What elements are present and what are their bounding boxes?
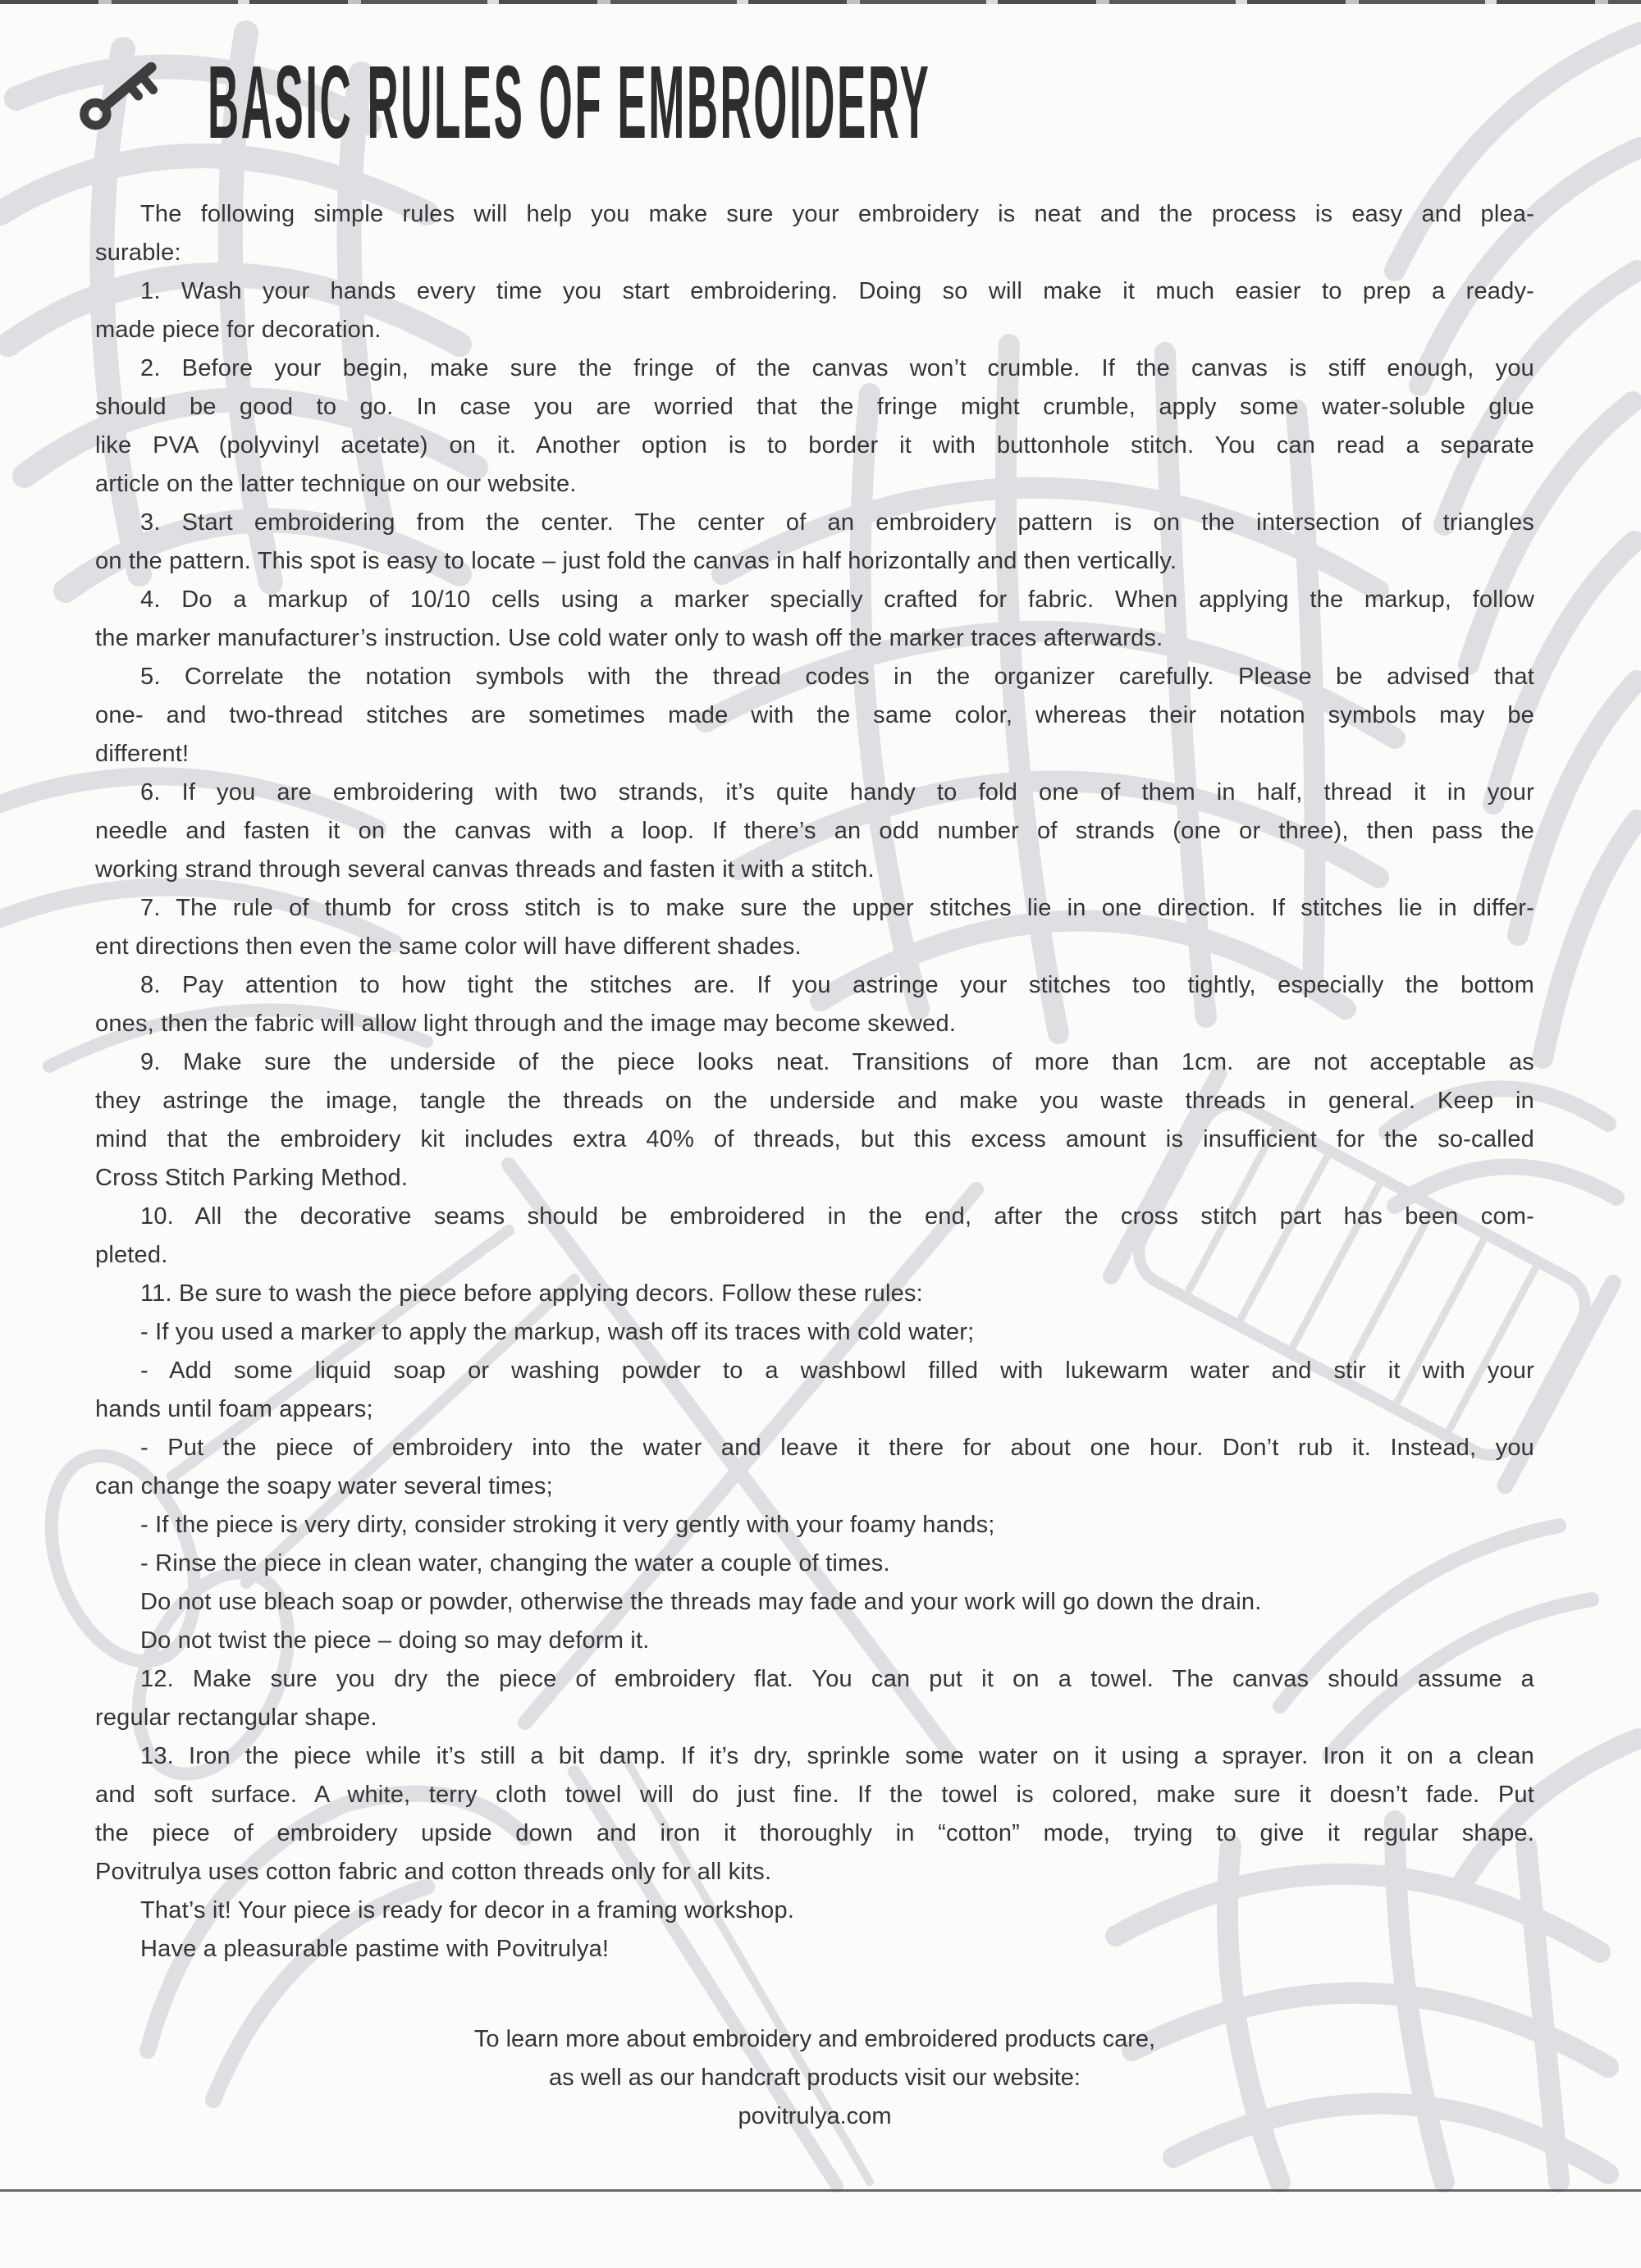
text-line: needle and fasten it on the canvas with a loop. If there’s an odd number of strands (one or three), then pass the (95, 818, 1534, 844)
text-line: Do not use bleach soap or powder, otherwise the threads may fade and your work will go down the drain. (140, 1589, 1262, 1615)
text-line: 9. Make sure the underside of the piece looks neat. Transitions of more than 1cm. are not acceptable as (140, 1049, 1534, 1075)
paragraph (95, 581, 1534, 658)
text-line: they astringe the image, tangle the threads on the underside and make you waste threads in general. Keep in (95, 1088, 1534, 1114)
paragraph (95, 195, 1534, 272)
page-title: BASIC RULES OF EMBROIDERY (208, 44, 931, 160)
text-line: hands until foam appears; (95, 1396, 373, 1422)
text-line: should be good to go. In case you are worried that the fringe might crumble, apply some water-soluble glue (95, 394, 1534, 420)
text-line: and soft surface. A white, terry cloth towel will do just fine. If the towel is colored, make sure it doesn’t fade. Put (95, 1782, 1534, 1808)
text-line: the piece of embroidery upside down and iron it thoroughly in “cotton” mode, trying to give it regular shape. (95, 1820, 1534, 1846)
text-line: - If you used a marker to apply the markup, wash off its traces with cold water; (140, 1319, 975, 1345)
text-line: ones, then the fabric will allow light through and the image may become skewed. (95, 1011, 957, 1037)
text-line: on the pattern. This spot is easy to locate – just fold the canvas in half horizontally and then vertically. (95, 548, 1177, 574)
paragraph (95, 1352, 1534, 1429)
paragraph (95, 658, 1534, 773)
bottom-rule (0, 2189, 1641, 2192)
paragraph (95, 1506, 1534, 1545)
document-body (95, 195, 1534, 1969)
paragraph (95, 1545, 1534, 1583)
text-line: Have a pleasurable pastime with Povitrulya! (140, 1936, 610, 1962)
paragraph (95, 773, 1534, 889)
paragraph (95, 1737, 1534, 1892)
text-line: one- and two-thread stitches are sometimes made with the same color, whereas their notation symbols may be (95, 702, 1534, 728)
paragraph (95, 1892, 1534, 1930)
text-line: - Put the piece of embroidery into the water and leave it there for about one hour. Don’t rub it. Instead, you (140, 1435, 1534, 1461)
text-line: different! (95, 741, 190, 767)
footer (95, 2020, 1534, 2136)
text-line: The following simple rules will help you make sure your embroidery is neat and the process is easy and plea- (140, 201, 1534, 227)
text-line: - Add some liquid soap or washing powder to a washbowl filled with lukewarm water and stir it with your (140, 1358, 1534, 1384)
text-line: 3. Start embroidering from the center. The center of an embroidery pattern is on the intersection of triangles (140, 509, 1534, 536)
text-line: That’s it! Your piece is ready for decor in a framing workshop. (140, 1897, 795, 1923)
paragraph (95, 1275, 1534, 1313)
paragraph (95, 1930, 1534, 1969)
text-line: like PVA (polyvinyl acetate) on it. Another option is to border it with buttonhole stitch. You can read a separate (95, 432, 1534, 459)
footer-line: To learn more about embroidery and embroidered products care, (473, 2026, 1156, 2052)
text-line: surable: (95, 240, 181, 266)
paragraph (95, 1583, 1534, 1622)
text-line: can change the soapy water several times; (95, 1473, 553, 1499)
text-line: the marker manufacturer’s instruction. Use cold water only to wash off the marker traces afterwards. (95, 625, 1163, 651)
paragraph (95, 1043, 1534, 1198)
paragraph (95, 1660, 1534, 1737)
text-line: 7. The rule of thumb for cross stitch is to make sure the upper stitches lie in one direction. If stitches lie in differ- (140, 895, 1534, 921)
text-line: 6. If you are embroidering with two strands, it’s quite handy to fold one of them in half, thread it in your (140, 779, 1534, 805)
text-line: 11. Be sure to wash the piece before applying decors. Follow these rules: (140, 1280, 923, 1307)
text-line: made piece for decoration. (95, 317, 382, 343)
text-line: 13. Iron the piece while it’s still a bit damp. If it’s dry, sprinkle some water on it using a sprayer. Iron it on a clean (140, 1743, 1534, 1769)
scan-edge-artifact (0, 0, 1641, 4)
paragraph (95, 272, 1534, 349)
paragraph (95, 504, 1534, 581)
text-line: Do not twist the piece – doing so may deform it. (140, 1627, 650, 1654)
paragraph (95, 1198, 1534, 1275)
text-line: 2. Before your begin, make sure the fringe of the canvas won’t crumble. If the canvas is stiff enough, you (140, 355, 1534, 381)
text-line: 1. Wash your hands every time you start embroidering. Doing so will make it much easier to prep a ready- (140, 278, 1534, 304)
text-line: 8. Pay attention to how tight the stitches are. If you astringe your stitches too tightly, especially the bottom (140, 972, 1534, 998)
key-icon (71, 46, 167, 143)
text-line: Povitrulya uses cotton fabric and cotton threads only for all kits. (95, 1859, 772, 1885)
paragraph (95, 1622, 1534, 1660)
paragraph (95, 1429, 1534, 1506)
text-line: - Rinse the piece in clean water, changing the water a couple of times. (140, 1550, 890, 1577)
footer-line: as well as our handcraft products visit our website: (549, 2065, 1081, 2091)
text-line: working strand through several canvas threads and fasten it with a stitch. (95, 856, 875, 883)
text-line: pleted. (95, 1242, 168, 1268)
paragraph (95, 349, 1534, 504)
text-line: ent directions then even the same color will have different shades. (95, 933, 802, 960)
text-line: regular rectangular shape. (95, 1704, 377, 1731)
text-line: 12. Make sure you dry the piece of embroidery flat. You can put it on a towel. The canvas should assume a (140, 1666, 1534, 1692)
text-line: 10. All the decorative seams should be embroidered in the end, after the cross stitch part has been com- (140, 1203, 1534, 1230)
paragraph (95, 1313, 1534, 1352)
text-line: - If the piece is very dirty, consider stroking it very gently with your foamy hands; (140, 1512, 995, 1538)
text-line: 5. Correlate the notation symbols with the thread codes in the organizer carefully. Please be advised that (140, 664, 1534, 690)
paragraph (95, 966, 1534, 1043)
text-line: 4. Do a markup of 10/10 cells using a marker specially crafted for fabric. When applying the markup, follow (140, 586, 1534, 613)
paragraph (95, 889, 1534, 966)
website-url: povitrulya.com (738, 2103, 892, 2129)
text-line: article on the latter technique on our website. (95, 471, 577, 497)
text-line: Cross Stitch Parking Method. (95, 1165, 409, 1191)
text-line: mind that the embroidery kit includes extra 40% of threads, but this excess amount is insufficient for the so-called (95, 1126, 1534, 1152)
